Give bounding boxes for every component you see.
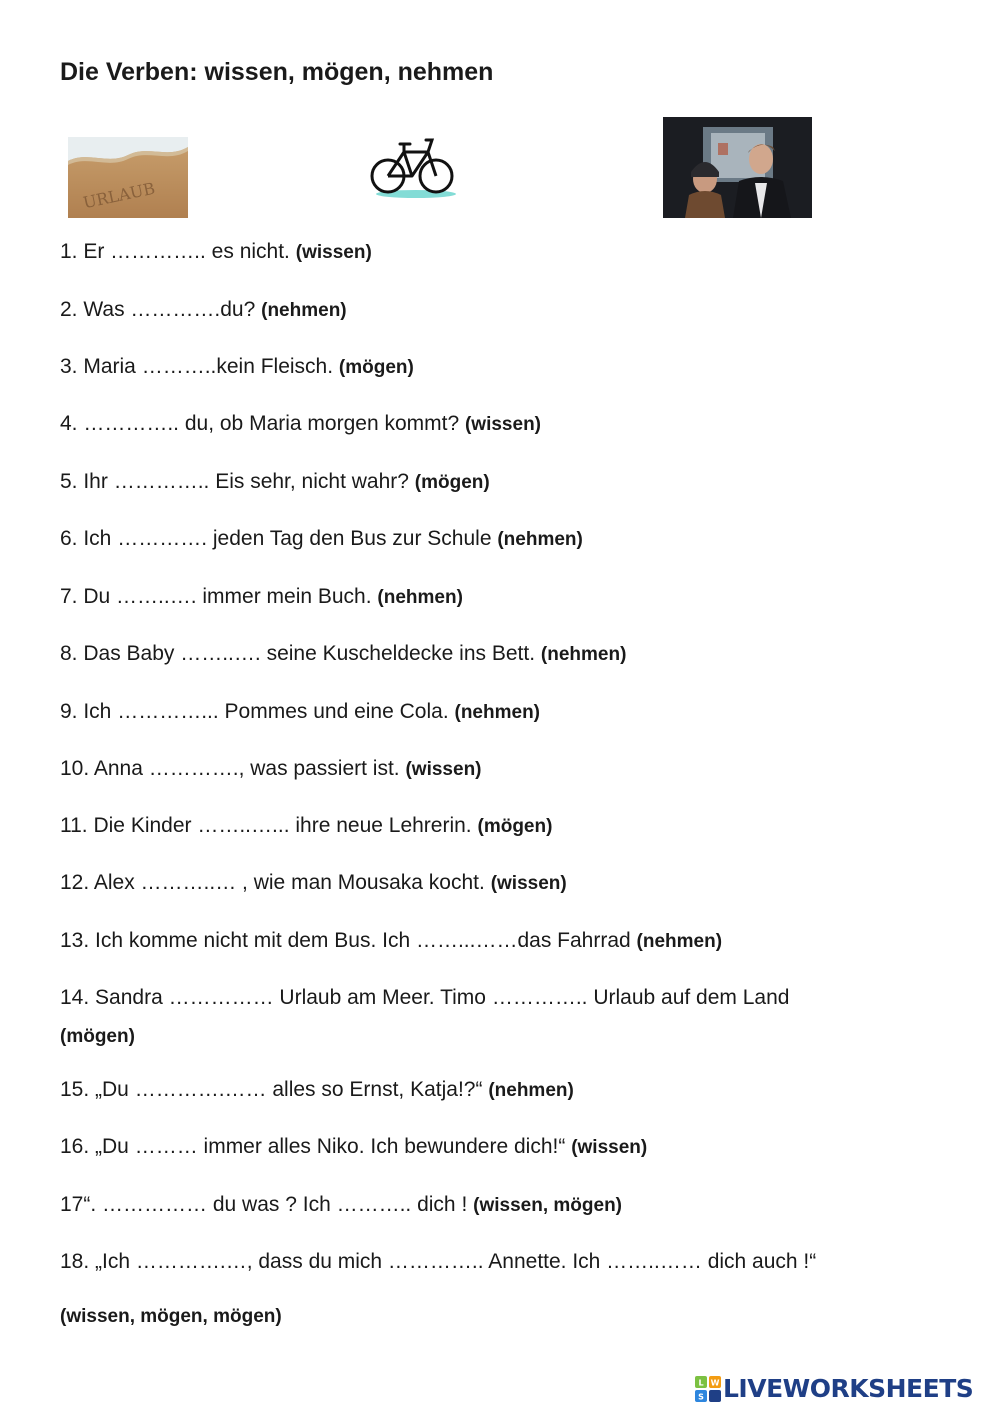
question-text: 9. Ich …………... Pommes und eine Cola.	[60, 700, 449, 723]
question-7	[60, 585, 463, 610]
question-text: 6. Ich …………. jeden Tag den Bus zur Schule	[60, 527, 492, 550]
question-12	[60, 871, 567, 896]
verb-hint: (wissen)	[464, 414, 542, 435]
question-10	[60, 757, 482, 782]
verb-hint: (mögen)	[477, 816, 553, 837]
verb-hint: (mögen)	[414, 472, 490, 493]
question-text: 12. Alex ………..… , wie man Mousaka kocht.	[60, 871, 485, 894]
logo-letter: S	[698, 1392, 704, 1401]
question-9	[60, 700, 540, 725]
question-text: 7. Du ……..…. immer mein Buch.	[60, 585, 372, 608]
logo-mark-icon	[695, 1376, 721, 1402]
question-3	[60, 355, 414, 380]
question-text: 10. Anna …………., was passiert ist.	[60, 757, 400, 780]
question-text: 3. Maria ………..kein Fleisch.	[60, 355, 334, 378]
beach-sand-text: URLAUB	[81, 178, 157, 213]
verb-hint: (nehmen)	[497, 529, 583, 550]
question-text: 18. „Ich ………….…, dass du mich ………….. Annette. Ich ……..…… dich auch !“	[60, 1250, 817, 1273]
worksheet-title: Die Verben: wissen, mögen, nehmen	[60, 58, 494, 86]
question-8	[60, 642, 626, 667]
logo-letter: L	[698, 1378, 704, 1387]
question-text: 11. Die Kinder ……..…... ihre neue Lehrerin.	[60, 814, 472, 837]
question-text: 5. Ihr ………….. Eis sehr, nicht wahr?	[60, 470, 409, 493]
question-15	[60, 1078, 574, 1103]
question-text: 4. ………….. du, ob Maria morgen kommt?	[60, 412, 460, 435]
verb-hint: (wissen)	[405, 759, 482, 780]
brand-name: LIVEWORKSHEETS	[723, 1374, 974, 1403]
verb-hint: (nehmen)	[636, 931, 723, 952]
liveworksheets-logo[interactable]	[695, 1374, 973, 1403]
question-text: 2. Was ………….du?	[60, 298, 256, 321]
question-1	[60, 240, 372, 265]
verb-hint: (nehmen)	[261, 300, 347, 321]
beach-photo	[68, 137, 188, 218]
question-text: 14. Sandra …………… Urlaub am Meer. Timo ………….. Urlaub auf dem Land	[60, 986, 790, 1009]
bicycle-icon	[368, 130, 464, 202]
verb-hint: (wissen, mögen, mögen)	[60, 1306, 282, 1327]
question-text: 8. Das Baby ……..…. seine Kuscheldecke ins Bett.	[60, 642, 536, 665]
question-text: 16. „Du ……… immer alles Niko. Ich bewundere dich!“	[60, 1135, 566, 1158]
question-16	[60, 1135, 647, 1160]
question-17	[60, 1193, 622, 1218]
question-text: 13. Ich komme nicht mit dem Bus. Ich ……...……das Fahrrad	[60, 929, 631, 952]
verb-hint: (nehmen)	[377, 587, 463, 608]
verb-hint: (nehmen)	[454, 702, 540, 723]
question-6	[60, 527, 583, 552]
question-5	[60, 470, 490, 495]
question-text: 1. Er ………….. es nicht.	[60, 240, 290, 263]
question-18	[60, 1250, 816, 1274]
verb-hint: (nehmen)	[540, 644, 627, 665]
verb-hint: (wissen)	[571, 1137, 648, 1158]
logo-letter: W	[710, 1378, 720, 1387]
verb-hint: (mögen)	[338, 357, 414, 378]
question-13	[60, 929, 722, 954]
question-text: 15. „Du ………….…… alles so Ernst, Katja!?“	[60, 1078, 483, 1101]
question-11	[60, 814, 552, 839]
verb-hint: (mögen)	[60, 1026, 135, 1047]
question-14	[60, 986, 789, 1010]
question-text: 17“. …………… du was ? Ich ……….. dich !	[60, 1193, 468, 1216]
verb-hint: (wissen)	[490, 873, 567, 894]
couple-photo	[663, 117, 812, 218]
verb-hint: (wissen)	[295, 242, 372, 263]
verb-hint: (nehmen)	[488, 1080, 574, 1101]
verb-hint: (wissen, mögen)	[473, 1195, 622, 1216]
question-2	[60, 298, 347, 323]
question-4	[60, 412, 541, 437]
